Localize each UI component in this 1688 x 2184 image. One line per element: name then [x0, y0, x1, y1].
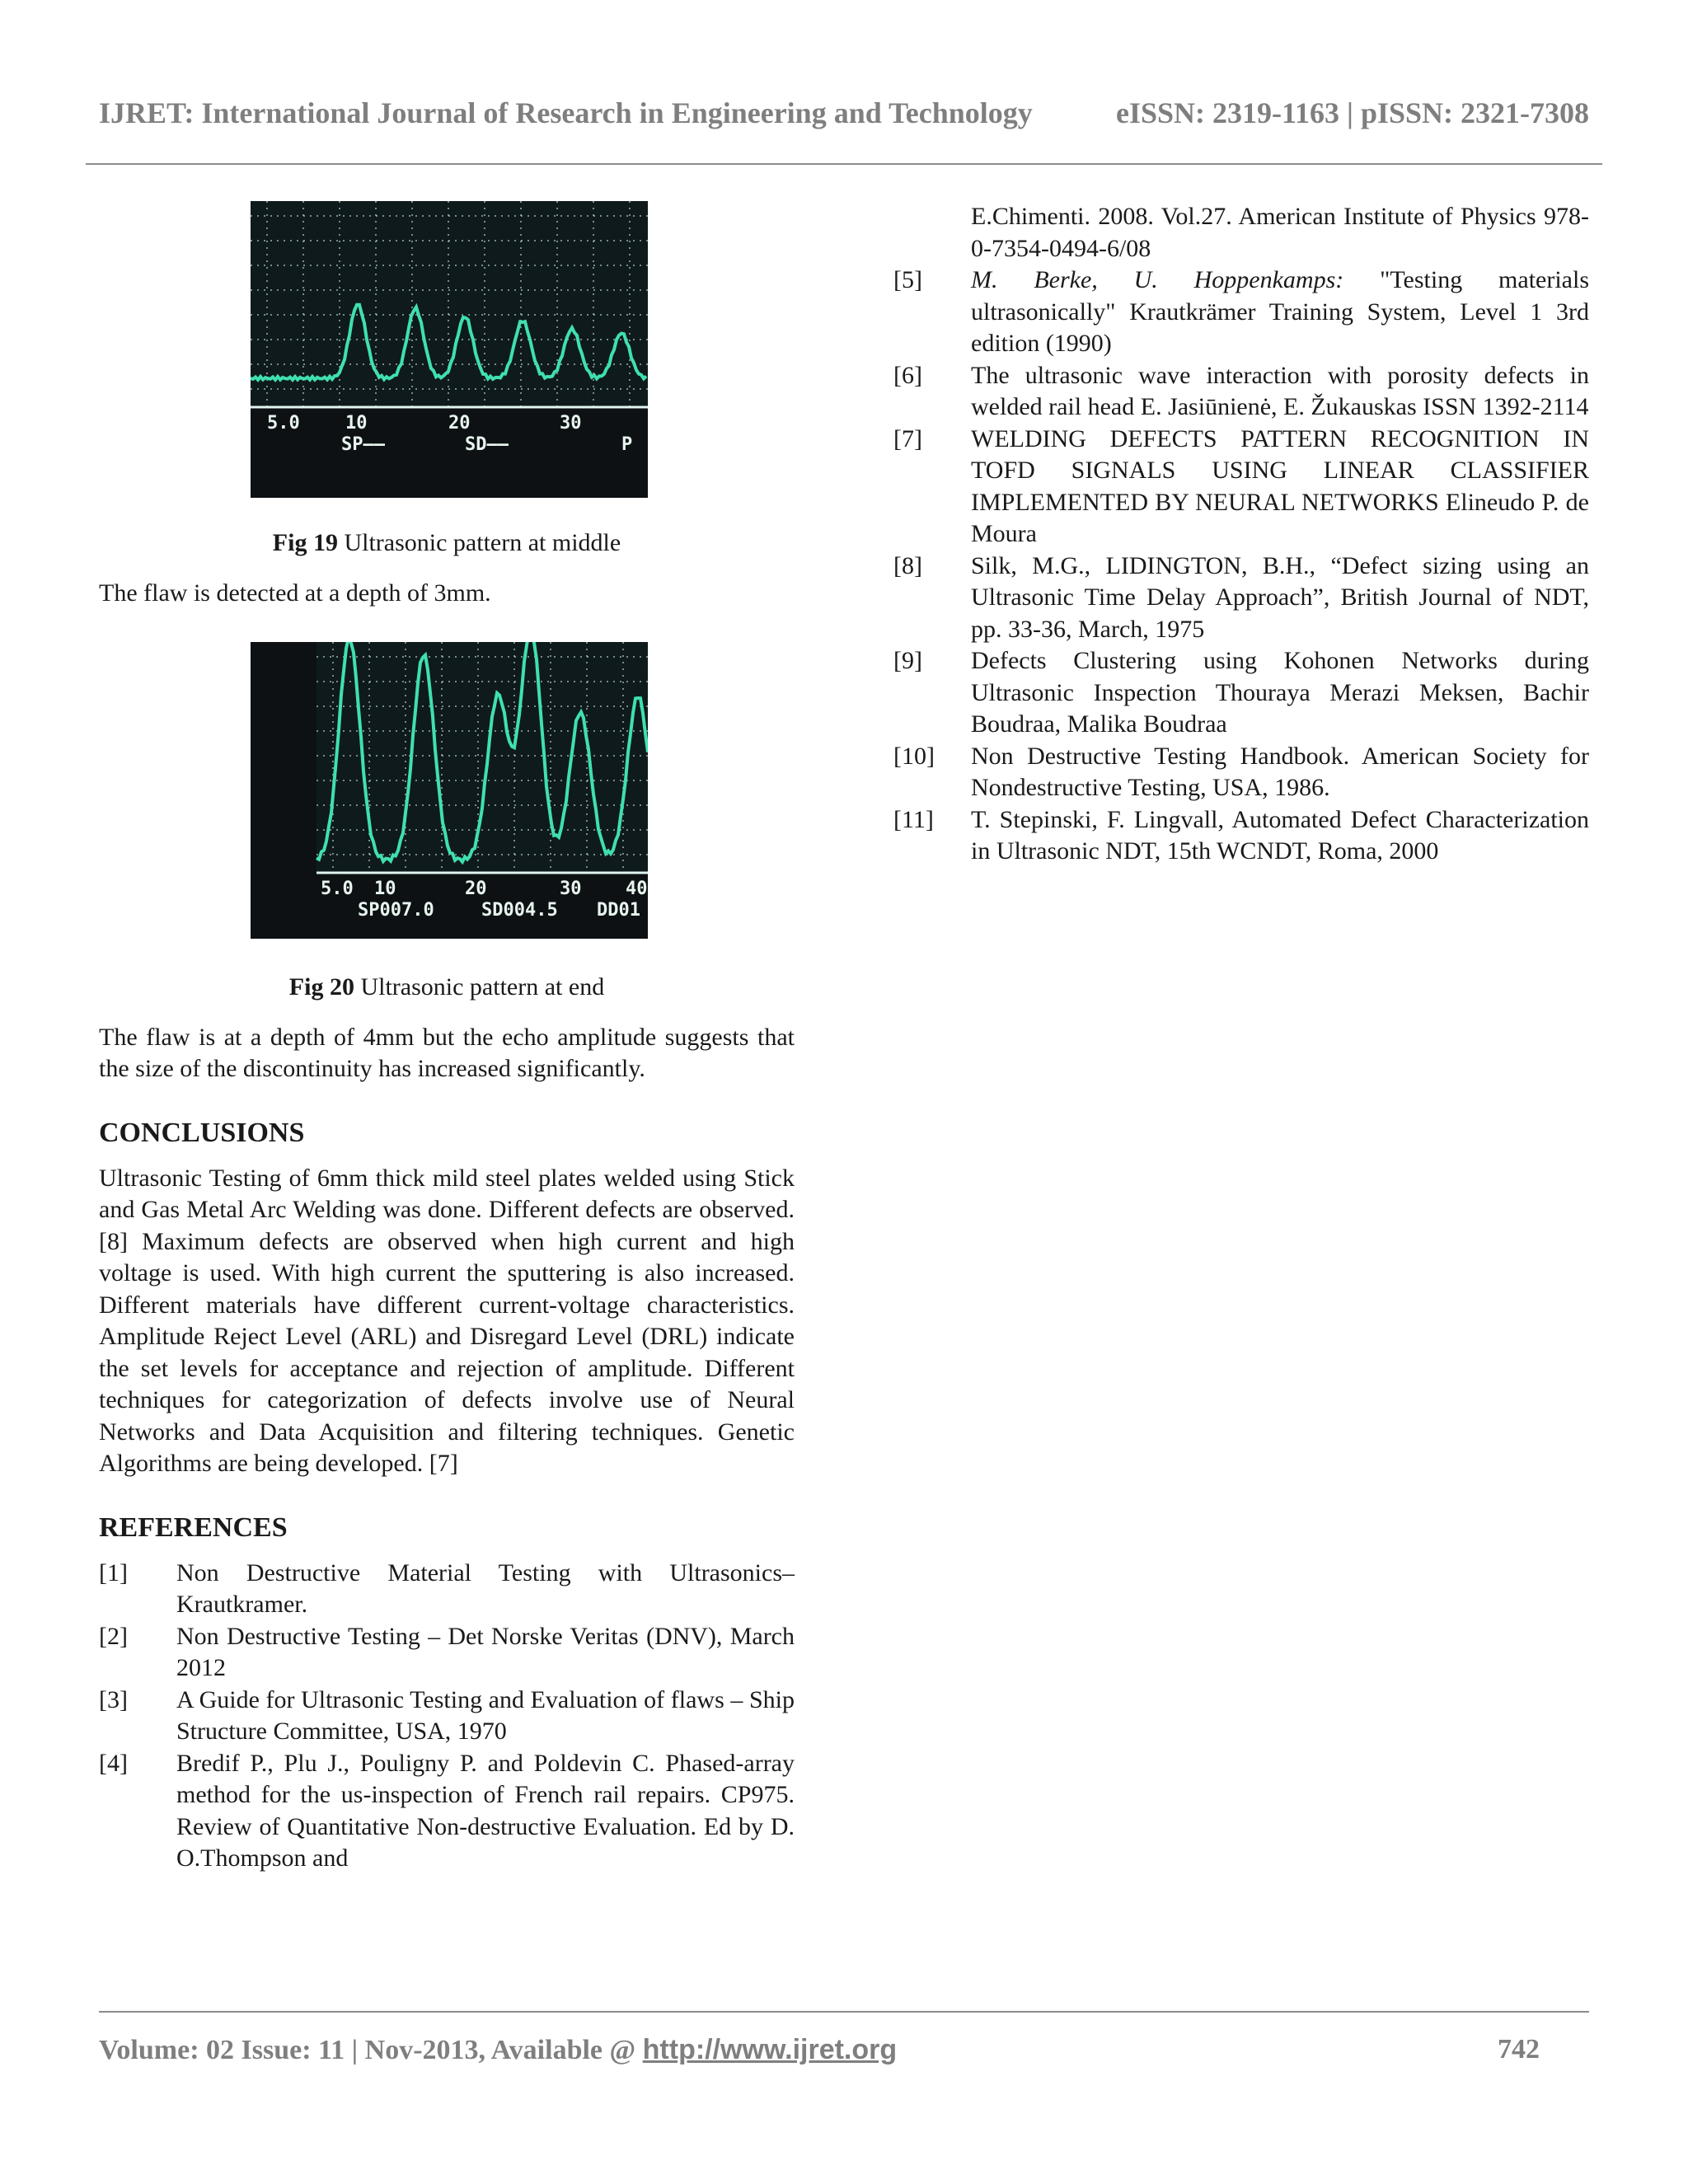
left-column — [99, 201, 795, 1875]
scope-axis-label: 20 — [465, 879, 487, 899]
scope-readout-label: P — [621, 434, 633, 455]
figure-20-label: Fig 20 — [288, 973, 354, 1001]
scope-axis-label: 10 — [374, 879, 396, 899]
conclusions-text: Ultrasonic Testing of 6mm thick mild steel plates welded using Stick and Gas Metal Arc Welding was done. Different defects are observed.[8] Maximum defects are observed when high current and high voltage is used. With high current the sputtering is also increased. Different materials have different current-voltage characteristics. Amplitude Reject Level (ARL) and Disregard Level (DRL) indicate the set levels for acceptance and rejection of amplitude. Different techniques for categorization of defects involve use of Neural Networks and Data Acquisition and filtering techniques. Genetic Algorithms are being developed. [7] — [99, 1164, 795, 1477]
issn: eISSN: 2319-1163 | pISSN: 2321-7308 — [1116, 96, 1589, 129]
scope-axis-label: 30 — [560, 413, 582, 434]
conclusions-heading: CONCLUSIONS — [99, 1117, 305, 1148]
figure-19-label: Fig 19 — [272, 529, 338, 556]
figure-20-caption — [99, 972, 795, 1004]
volume-info: Volume: 02 Issue: 11 | Nov-2013, Available @ — [99, 2035, 643, 2065]
scope-readout-label: SD004.5 — [481, 900, 558, 921]
references-heading: REFERENCES — [99, 1511, 288, 1543]
reference-5-authors: M. Berke, U. Hoppenkamps: — [971, 266, 1344, 293]
scope-axis-label: 20 — [448, 413, 471, 434]
scope-axis-label: 40 — [626, 879, 648, 899]
journal-link[interactable]: http://www.ijret.org — [642, 2034, 898, 2065]
reference-6: [6] The ultrasonic wave interaction with porosity defects in welded rail head E. Jasiūnienė, E. Žukauskas ISSN 1392-2114 — [893, 361, 1589, 420]
reference-3: [3] A Guide for Ultrasonic Testing and Evaluation of flaws – Ship Structure Committee, USA, 1970 — [99, 1685, 795, 1745]
reference-5: [5] M. Berke, U. Hoppenkamps: "Testing materials ultrasonically" Krautkrämer Training System, Level 1 3rd edition (1990) — [893, 266, 1589, 357]
figure-19-image — [251, 201, 648, 498]
header-divider — [86, 163, 1602, 165]
page-number: 742 — [1498, 2034, 1540, 2064]
paragraph-depth-3mm: The flaw is detected at a depth of 3mm. — [99, 579, 491, 607]
scope-axis-label: 30 — [560, 879, 582, 899]
scope-readout-label: SP007.0 — [358, 900, 434, 921]
right-column — [893, 201, 1589, 868]
figure-20-caption-text: Ultrasonic pattern at end — [354, 973, 605, 1001]
reference-9: [9] Defects Clustering using Kohonen Networks during Ultrasonic Inspection Thouraya Merazi Meksen, Bachir Boudraa, Malika Boudraa — [893, 647, 1589, 738]
scope-readout-label: SD—— — [465, 434, 509, 455]
running-footer — [99, 2034, 1540, 2066]
paragraph-depth-4mm: The flaw is at a depth of 4mm but the echo amplitude suggests that the size of the discontinuity has increased significantly. — [99, 1023, 795, 1082]
scope-readout-label: DD01 — [597, 900, 640, 921]
reference-4-continued: E.Chimenti. 2008. Vol.27. American Institute of Physics 978-0-7354-0494-6/08 — [971, 203, 1589, 262]
reference-8: [8] Silk, M.G., LIDINGTON, B.H., “Defect sizing using an Ultrasonic Time Delay Approach”, British Journal of NDT, pp. 33-36, March, 1975 — [893, 551, 1589, 643]
figure-19-caption — [99, 527, 795, 560]
scope-axis-label: 5.0 — [321, 879, 354, 899]
references-list-right — [893, 201, 1589, 868]
scope-readout-label: SP—— — [341, 434, 385, 455]
figure-20-image — [251, 642, 648, 939]
footer-divider — [99, 2011, 1589, 2013]
running-header — [99, 96, 1589, 130]
reference-1: [1] Non Destructive Material Testing with Ultrasonics– Krautkramer. — [99, 1558, 795, 1618]
reference-10: [10] Non Destructive Testing Handbook. American Society for Nondestructive Testing, USA, 1986. — [893, 742, 1589, 801]
scope-axis-label: 5.0 — [267, 413, 300, 434]
reference-4: [4] Bredif P., Plu J., Pouligny P. and Poldevin C. Phased-array method for the us-inspection of French rail repairs. CP975. Review of Quantitative Non-destructive Evaluation. Ed by D. O.Thompson and — [99, 1749, 795, 1872]
figure-19-caption-text: Ultrasonic pattern at middle — [337, 529, 621, 556]
reference-2: [2] Non Destructive Testing – Det Norske Veritas (DNV), March 2012 — [99, 1622, 795, 1681]
reference-11: [11] T. Stepinski, F. Lingvall, Automated Defect Characterization in Ultrasonic NDT, 15th WCNDT, Roma, 2000 — [893, 805, 1589, 865]
journal-title: IJRET: International Journal of Research in Engineering and Technology — [99, 96, 1033, 129]
scope-axis-label: 10 — [345, 413, 368, 434]
references-list-left — [99, 1558, 795, 1875]
reference-7: [7] WELDING DEFECTS PATTERN RECOGNITION IN TOFD SIGNALS USING LINEAR CLASSIFIER IMPLEMENTED BY NEURAL NETWORKS Elineudo P. de Moura — [893, 424, 1589, 547]
